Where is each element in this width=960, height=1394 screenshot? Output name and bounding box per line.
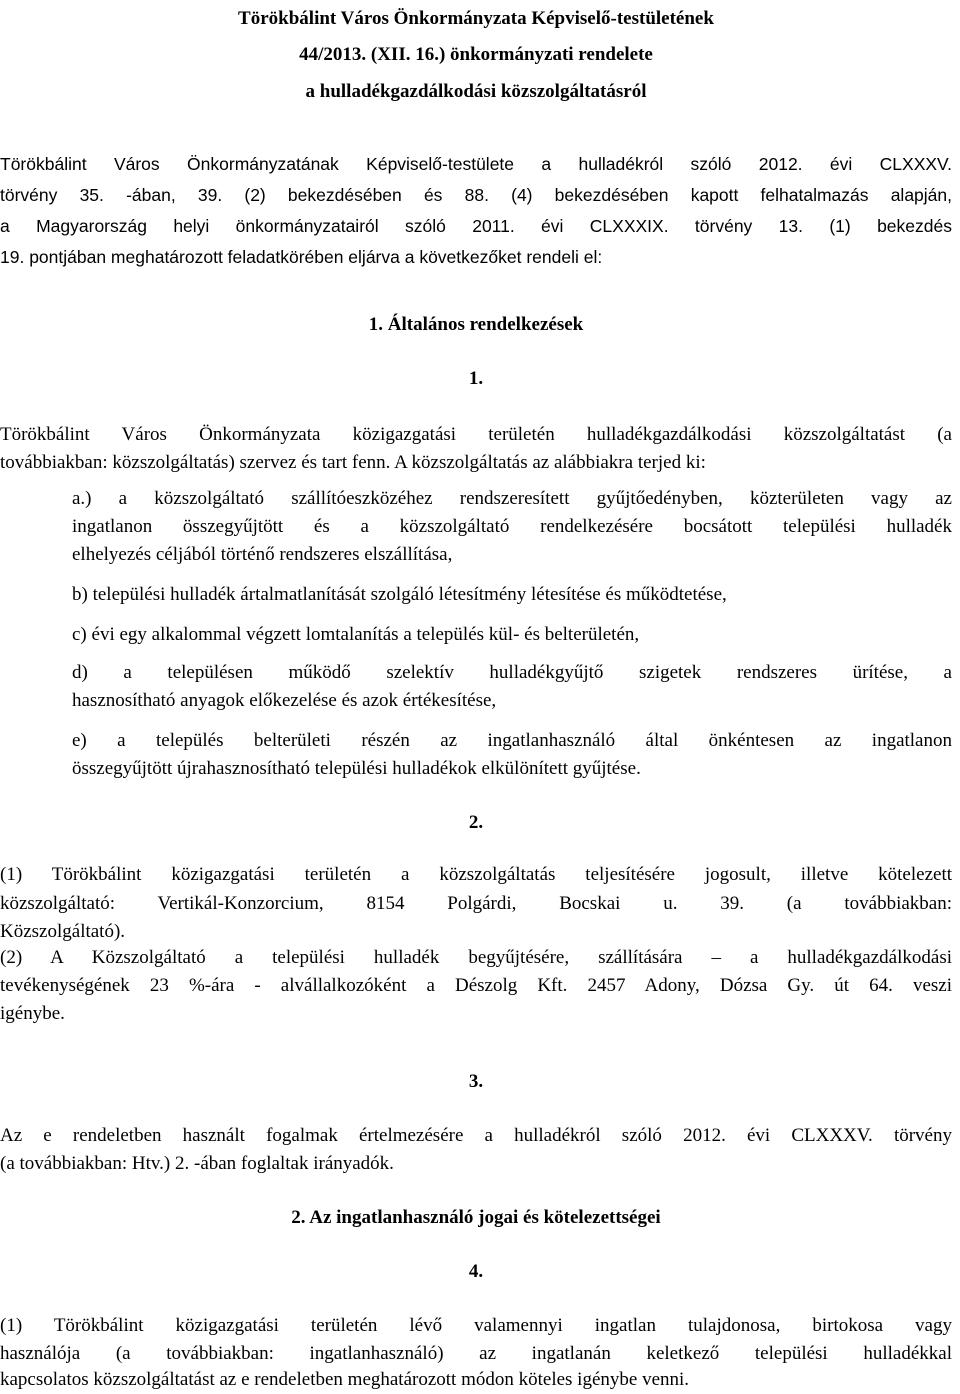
- section-3-heading: 3.: [468, 1071, 484, 1092]
- sec2-p2-line-2: tevékenységének 23 %-ára - alvállalkozóként a Dészolg Kft. 2457 Adony, Dózsa Gy. út 64. veszi: [0, 975, 952, 996]
- sec3-line-2: (a továbbiakban: Htv.) 2. -ában foglaltak irányadók.: [0, 1153, 394, 1174]
- item-c: c) évi egy alkalommal végzett lomtalanítás a település kül- és belterületén,: [72, 624, 640, 645]
- sec4-line-3: kapcsolatos közszolgáltatást az e rendeletben meghatározott módon köteles igénybe venni.: [0, 1369, 690, 1390]
- title-line-3: a hulladékgazdálkodási közszolgáltatásról: [305, 81, 647, 102]
- sec4-line-1: (1) Törökbálint közigazgatási területén lévő valamennyi ingatlan tulajdonosa, birtokosa vagy: [0, 1315, 952, 1336]
- sec2-p2-line-3: igénybe.: [0, 1003, 65, 1024]
- preamble-line-4: 19. pontjában meghatározott feladatkörében eljárva a következőket rendeli el:: [0, 247, 603, 267]
- preamble-line-1: Törökbálint Város Önkormányzatának Képviselő-testülete a hulladékról szóló 2012. évi CLXXXV.: [0, 154, 952, 174]
- sec2-p1-line-2: közszolgáltató: Vertikál-Konzorcium, 8154 Polgárdi, Bocskai u. 39. (a továbbiakban:: [0, 893, 952, 914]
- section-1-heading: 1.: [468, 368, 484, 389]
- item-d-line-2: hasznosítható anyagok előkezelése és azok értékesítése,: [72, 690, 497, 711]
- chapter-2-heading: 2. Az ingatlanhasználó jogai és kötelezettségei: [291, 1207, 661, 1228]
- item-e-line-1: e) a település belterületi részén az ingatlanhasználó által önkéntesen az ingatlanon: [72, 730, 952, 751]
- sec1-intro-line-2: továbbiakban: közszolgáltatás) szervez és tart fenn. A közszolgáltatás az alábbiakra terjed ki:: [0, 452, 706, 473]
- section-4-heading: 4.: [468, 1261, 484, 1282]
- item-a-line-1: a.) a közszolgáltató szállítóeszközéhez rendszeresített gyűjtőedényben, közterületen vagy az: [72, 488, 952, 509]
- title-line-2: 44/2013. (XII. 16.) önkormányzati rendelete: [299, 44, 653, 65]
- section-2-heading: 2.: [468, 812, 484, 833]
- preamble-line-3: a Magyarország helyi önkormányzatairól szóló 2011. évi CLXXXIX. törvény 13. (1) bekezdés: [0, 216, 952, 236]
- sec2-p1-line-1: (1) Törökbálint közigazgatási területén a közszolgáltatás teljesítésére jogosult, illetve kötelezett: [0, 864, 952, 885]
- item-b: b) települési hulladék ártalmatlanítását szolgáló létesítmény létesítése és működtetése,: [72, 584, 727, 605]
- sec1-intro-line-1: Törökbálint Város Önkormányzata közigazgatási területén hulladékgazdálkodási közszolgáltatást (a: [0, 424, 952, 445]
- item-a-line-2: ingatlanon összegyűjtött és a közszolgáltató rendelkezésére bocsátott települési hulladék: [72, 516, 952, 537]
- sec3-line-1: Az e rendeletben használt fogalmak értelmezésére a hulladékról szóló 2012. évi CLXXXV. törvény: [0, 1125, 952, 1146]
- item-d-line-1: d) a településen működő szelektív hulladékgyűjtő szigetek rendszeres ürítése, a: [72, 662, 952, 683]
- item-a-line-3: elhelyezés céljából történő rendszeres elszállítása,: [72, 544, 453, 565]
- sec2-p2-line-1: (2) A Közszolgáltató a települési hulladék begyűjtésére, szállítására – a hulladékgazdálkodási: [0, 947, 952, 968]
- title-line-1: Törökbálint Város Önkormányzata Képviselő-testületének: [238, 8, 714, 29]
- sec4-line-2: használója (a továbbiakban: ingatlanhasználó) az ingatlanán keletkező települési hulladékkal: [0, 1343, 952, 1364]
- sec2-p1-line-3: Közszolgáltató).: [0, 921, 126, 942]
- item-e-line-2: összegyűjtött újrahasznosítható települési hulladékok elkülönített gyűjtése.: [72, 758, 641, 779]
- chapter-1-heading: 1. Általános rendelkezések: [368, 314, 584, 335]
- preamble-line-2: törvény 35. -ában, 39. (2) bekezdésében és 88. (4) bekezdésében kapott felhatalmazás alapján,: [0, 185, 952, 205]
